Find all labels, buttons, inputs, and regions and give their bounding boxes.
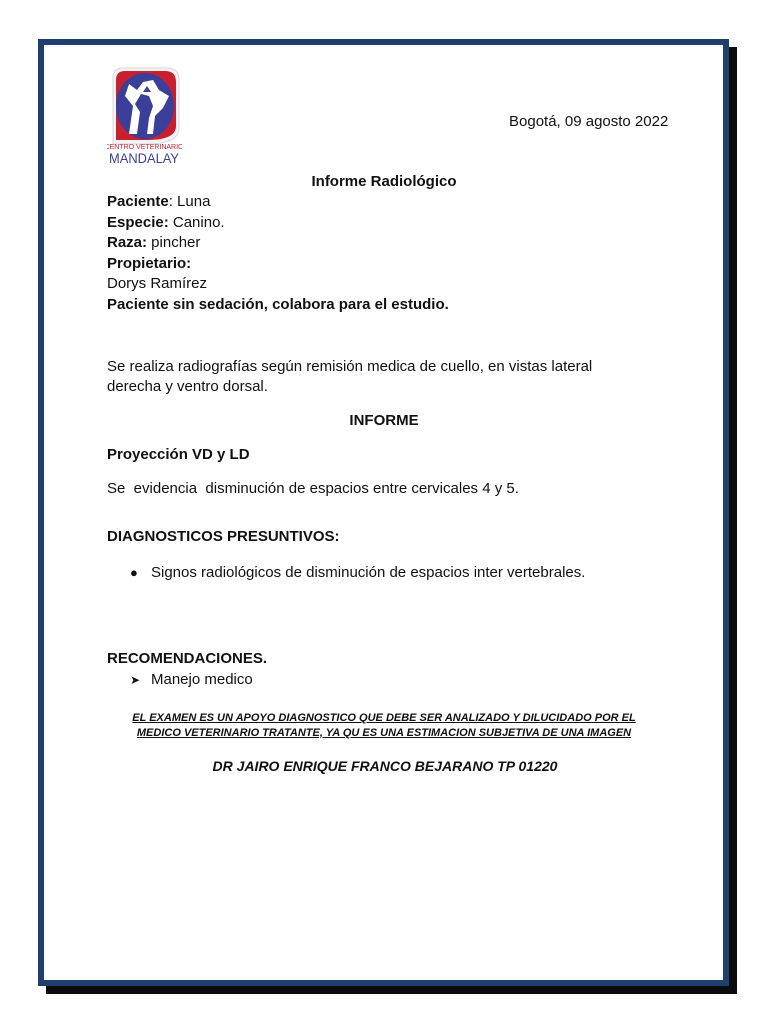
sedation-note: Paciente sin sedación, colabora para el estudio. <box>107 295 449 313</box>
breed-row <box>107 233 449 254</box>
patient-label: Paciente <box>107 193 169 210</box>
arrow-bullet-icon: ➤ <box>130 673 141 687</box>
report-date: Bogotá, 09 agosto 2022 <box>509 113 669 130</box>
breed-value: pincher <box>147 234 201 252</box>
recommendation-item-text: Manejo medico <box>151 671 253 688</box>
recommendations-heading: RECOMENDACIONES. <box>107 650 268 667</box>
diagnosis-item-text: Signos radiológicos de disminución de espacios inter vertebrales. <box>151 564 586 581</box>
intro-paragraph <box>107 357 607 397</box>
logo-text-brand: MANDALAY <box>109 150 180 166</box>
clinic-logo <box>107 66 182 166</box>
species-value: Canino. <box>168 213 225 231</box>
intro-line-1: Se realiza radiografías según remisión medica de cuello, en vistas lateral <box>107 358 593 375</box>
recommendation-list-item <box>130 670 253 690</box>
species-row <box>107 213 449 234</box>
breed-label: Raza: <box>107 234 148 252</box>
diagnosis-heading: DIAGNOSTICOS PRESUNTIVOS: <box>107 528 340 545</box>
disclaimer-line-2: MEDICO VETERINARIO TRATANTE, YA QU ES UNA ESTIMACION SUBJETIVA DE UNA IMAGEN <box>136 726 632 739</box>
section-heading: INFORME <box>349 412 419 429</box>
logo-text-top: CENTRO VETERINARIO <box>107 144 182 151</box>
projection-heading: Proyección VD y LD <box>107 446 250 463</box>
report-title: Informe Radiológico <box>311 173 457 190</box>
owner-label: Propietario: <box>107 254 192 272</box>
owner-value: Dorys Ramírez <box>107 275 208 293</box>
disclaimer-line-1: EL EXAMEN ES UN APOYO DIAGNOSTICO QUE DEBE SER ANALIZADO Y DILUCIDADO POR EL <box>132 712 636 724</box>
intro-line-2: derecha y ventro dorsal. <box>107 378 268 395</box>
patient-value: : Luna <box>168 193 211 210</box>
patient-info <box>107 192 449 316</box>
finding-text: Se evidencia disminución de espacios entre cervicales 4 y 5. <box>107 480 519 497</box>
disclaimer <box>0 711 768 740</box>
bullet-icon: ● <box>130 565 138 580</box>
doctor-signature: DR JAIRO ENRIQUE FRANCO BEJARANO TP 01220 <box>212 758 558 774</box>
diagnosis-list-item <box>130 563 585 583</box>
species-label: Especie: <box>107 213 169 231</box>
patient-row <box>107 192 449 213</box>
